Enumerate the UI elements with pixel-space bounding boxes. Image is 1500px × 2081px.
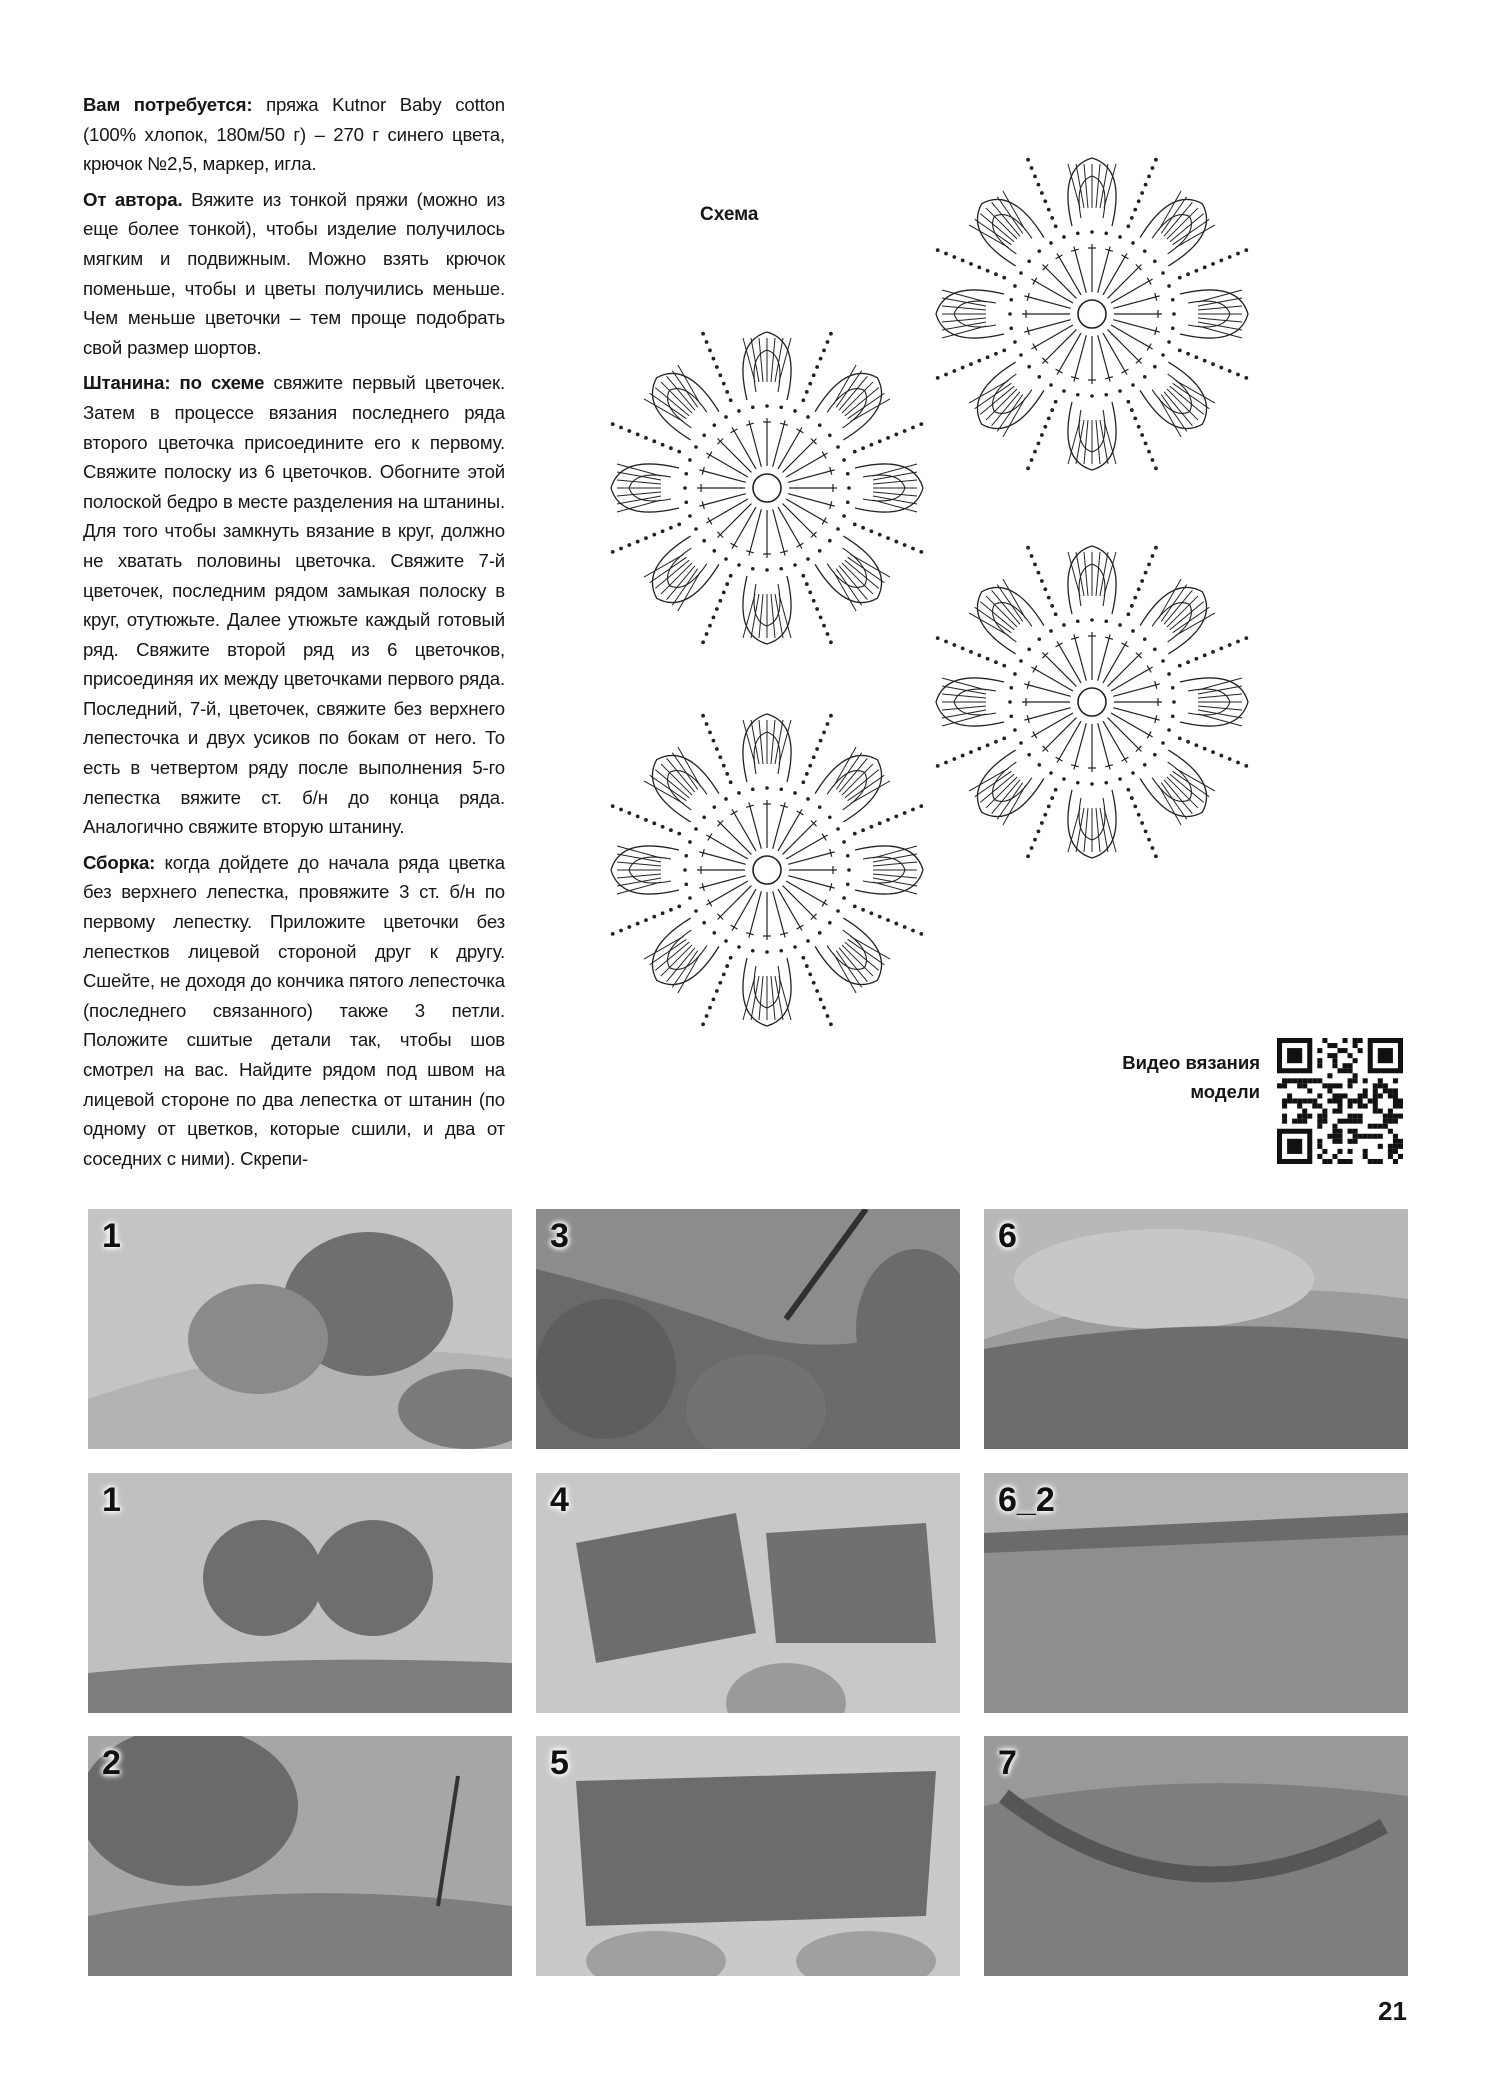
paragraph-lead: От автора. — [83, 188, 183, 210]
photo-step-number: 3 — [550, 1217, 569, 1255]
paragraph-text: Вяжите из тонкой пряжи (можно из еще более тонкой), чтобы изделие получилось мягким и подвижным. Можно взять крючок поменьше, чтобы и цветы получились меньше. Чем меньше цветочки – тем проще подобрать свой размер шортов. — [83, 188, 505, 358]
step-photo-1b — [88, 1473, 512, 1713]
photo-step-number: 4 — [550, 1481, 569, 1519]
photo-step-number: 6 — [998, 1217, 1017, 1255]
step-photo-3 — [536, 1209, 960, 1449]
photo-image — [88, 1209, 512, 1449]
step-photo-4 — [536, 1473, 960, 1713]
qr-code-icon[interactable] — [1277, 1038, 1403, 1164]
video-label-line1: Видео вязания — [1122, 1052, 1260, 1073]
crochet-scheme-diagram — [525, 90, 1405, 1100]
step-photo-6-2 — [984, 1473, 1408, 1713]
paragraph-materials — [83, 90, 505, 179]
photo-image — [536, 1209, 960, 1449]
photo-step-number: 1 — [102, 1217, 121, 1255]
step-photo-2 — [88, 1736, 512, 1976]
page-number: 21 — [1378, 1996, 1407, 2026]
instructions-column — [83, 90, 505, 1179]
photo-image — [88, 1736, 512, 1976]
paragraph-text: когда дойдете до начала ряда цветка без верхнего лепестка, провяжите 3 ст. б/н по первому лепестку. Приложите цветочки без лепестков лицевой стороной друг к другу. Сшейте, не доходя до кончика пятого лепесточка (последнего связанного) также 3 петли. Положите сшитые детали так, чтобы шов смотрел на вас. Найдите рядом под швом на лицевой стороне по два лепестка от штанин (по одному от цветков, которые сшили, и два от соседних с ними). Скрепи- — [83, 851, 505, 1169]
video-label-line2: модели — [1190, 1081, 1260, 1102]
crochet-motif — [936, 546, 1248, 858]
photo-image — [984, 1209, 1408, 1449]
step-photo-6 — [984, 1209, 1408, 1449]
paragraph-text: пряжа Kutnor Baby cotton (100% хлопок, 180м/50 г) – 270 г синего цвета, крючок №2,5, маркер, игла. — [83, 94, 506, 175]
photo-image — [984, 1736, 1408, 1976]
crochet-motif — [936, 158, 1248, 470]
paragraph-lead: Сборка: — [83, 851, 156, 873]
photo-step-number: 1 — [102, 1481, 121, 1519]
photo-image — [536, 1736, 960, 1976]
paragraph-author-note — [83, 185, 505, 363]
photo-image — [536, 1473, 960, 1713]
step-photo-1 — [88, 1209, 512, 1449]
scheme-title: Схема — [700, 204, 759, 225]
paragraph-text: свяжите первый цветочек. Затем в процессе вязания последнего ряда второго цветочка присоедините его к первому. Свяжите полоску из 6 цветочков. Обогните этой полоской бедро в месте разделения на штанины. Для того чтобы замкнуть вязание в круг, должно не хватать половины цветочка. Свяжите 7-й цветочек, последним рядом замыкая полоску в круг, отутюжьте. Далее утюжьте каждый готовый ряд. Свяжите второй ряд из 6 цветочков, присоединяя их между цветочками первого ряда. Последний, 7-й, цветочек, свяжите без верхнего лепесточка и двух усиков по бокам от него. То есть в четвертом ряду после выполнения 5-го лепестка вяжите ст. б/н до конца ряда. Аналогично свяжите вторую штанину. — [83, 372, 505, 838]
photo-step-number: 5 — [550, 1744, 569, 1782]
crochet-motif — [611, 714, 923, 1026]
step-photo-7 — [984, 1736, 1408, 1976]
photo-step-number: 6_2 — [998, 1481, 1055, 1519]
crochet-motif — [611, 332, 923, 644]
paragraph-lead: Штанина: по схеме — [83, 372, 265, 394]
photo-step-number: 7 — [998, 1744, 1017, 1782]
paragraph-assembly — [83, 848, 505, 1174]
paragraph-leg — [83, 368, 505, 842]
photo-step-number: 2 — [102, 1744, 121, 1782]
paragraph-lead: Вам потребуется: — [83, 94, 253, 115]
video-label — [1060, 1048, 1260, 1106]
step-photo-5 — [536, 1736, 960, 1976]
photo-image — [88, 1473, 512, 1713]
